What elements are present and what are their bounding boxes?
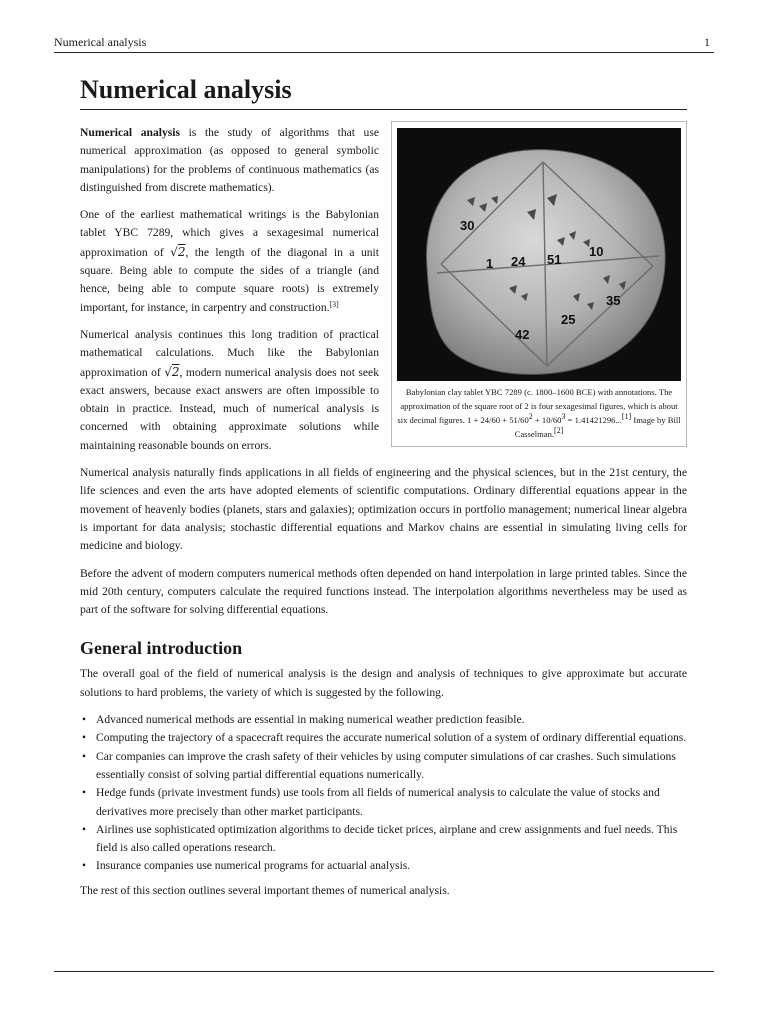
tablet-label-42: 42: [515, 327, 530, 342]
history-paragraph: Before the advent of modern computers numerical methods often depended on hand interpolation in large printed tables. Since the mid 20th century, computers calculate the required functions instead. The interpolation algorithms nevertheless may be used as part of the software for solving differential equations.: [80, 566, 687, 617]
article: [80, 74, 687, 909]
outline-paragraph: The rest of this section outlines several important themes of numerical analysis.: [80, 883, 450, 897]
page-title: Numerical analysis: [80, 74, 687, 110]
tablet-label-25: 25: [561, 312, 576, 327]
applications-paragraph: Numerical analysis naturally finds applications in all fields of engineering and the physical sciences, but in the 21st century, the life sciences and even the arts have adopted elements of scientific computations. Ordinary differential equations appear in the movement of heavenly bodies (planets, stars and galaxies); optimization occurs in portfolio management; numerical linear algebra is important for data analysis; stochastic differential equations and Markov chains are essential in simulating living cells for medicine and biology.: [80, 466, 687, 553]
tablet-label-35: 35: [606, 293, 621, 308]
reference-link-3[interactable]: [3]: [329, 299, 339, 309]
caption-text-1: Babylonian clay tablet YBC 7289 (c. 1800–1600 BCE) with annotations. The approximation of the square root of 2 is four sexagesimal figures, which is about six decimal figures. 1 + 24/60 + 51/60: [397, 387, 678, 425]
caption-text-3: = 1.41421296...: [565, 415, 622, 425]
caption-reference-2[interactable]: [2]: [554, 426, 564, 435]
page-number: 1: [704, 35, 710, 49]
clay-tablet: [426, 150, 665, 375]
applications-list: [80, 711, 687, 876]
running-title: Numerical analysis: [54, 35, 147, 49]
list-item: • Computing the trajectory of a spacecraft requires the accurate numerical solution of a system of ordinary differential equations.: [96, 729, 687, 747]
running-header: [54, 35, 714, 53]
figure-caption: [397, 385, 681, 441]
sqrt-two-radicand-2: 2: [171, 364, 180, 379]
caption-reference-1[interactable]: [1]: [621, 412, 632, 421]
intro-rest: is the study of algorithms that use numerical approximation (as opposed to general symbolic manipulations) for the problems of continuous mathematics (as distinguished from discrete mathematics).: [80, 126, 379, 194]
caption-sup-3: 3: [561, 412, 566, 421]
list-item: • Hedge funds (private investment funds) use tools from all fields of numerical analysis to calculate the value of stocks and derivatives more precisely than other market participants.: [96, 784, 687, 821]
sqrt-two-formula-2: √2: [164, 364, 180, 379]
babylonian-text-after: , the length of the diagonal in a unit square. Being able to compute the sides of a triangle (and hence, being able to compute square roots) is extremely important, for instance, in carpentry and construction.: [80, 245, 380, 314]
list-item: • Advanced numerical methods are essential in making numerical weather prediction feasible.: [96, 711, 687, 729]
list-item: • Car companies can improve the crash safety of their vehicles by using computer simulations of car crashes. Such simulations essentially consist of solving partial differential equations numerically.: [96, 748, 687, 785]
tradition-text-after: , modern numerical analysis does not seek exact answers, because exact answers are often impossible to obtain in practice. Instead, much of numerical analysis is concerned with obtaining approximate solutions while maintaining reasonable bounds on errors.: [80, 365, 380, 452]
goal-paragraph: The overall goal of the field of numerical analysis is the design and analysis of techniques to give approximate but accurate solutions to hard problems, the variety of which is suggested by the following.: [80, 667, 687, 699]
list-item: • Airlines use sophisticated optimization algorithms to decide ticket prices, airplane and crew assignments and fuel needs. This field is also called operations research.: [96, 821, 687, 858]
intro-lead-term: Numerical analysis: [80, 126, 181, 139]
tablet-label-24: 24: [511, 254, 526, 269]
sqrt-two-formula: √2: [170, 244, 186, 259]
section-heading-general-introduction: General introduction: [80, 638, 243, 659]
list-item: • Insurance companies use numerical programs for actuarial analysis.: [96, 857, 687, 875]
tablet-figure: [391, 121, 687, 447]
caption-text-2: + 10/60: [532, 415, 562, 425]
footer-rule: [54, 971, 714, 972]
caption-sup-2: 2: [528, 412, 533, 421]
sqrt-two-radicand: 2: [177, 244, 186, 259]
tablet-label-10: 10: [589, 244, 604, 259]
tablet-label-30: 30: [460, 218, 475, 233]
tradition-text-before: Numerical analysis continues this long tradition of practical mathematical calculations. Much like the Babylonian approximation of: [80, 327, 379, 379]
babylonian-text-before: One of the earliest mathematical writings is the Babylonian tablet YBC 7289, which gives a sexagesimal numerical approximation of: [80, 208, 379, 259]
caption-text-4: Image by Bill Casselman.: [514, 415, 681, 439]
tablet-label-1: 1: [486, 256, 494, 271]
tablet-label-51: 51: [547, 252, 562, 267]
tablet-image: [397, 128, 681, 381]
